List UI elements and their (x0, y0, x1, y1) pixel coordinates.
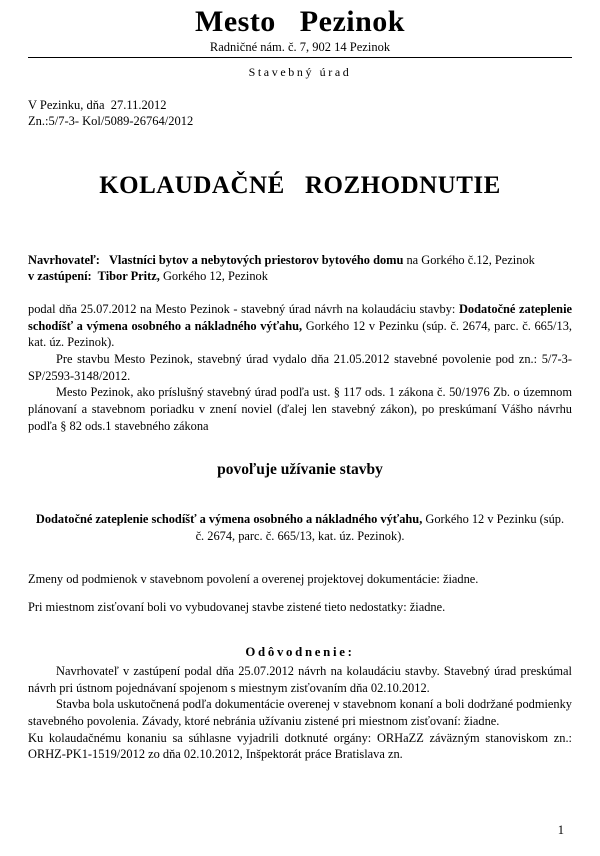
representative-label: v zastúpení: (28, 269, 92, 284)
reason-paragraph-3: Ku kolaudačnému konaniu sa súhlasne vyjadrili dotknuté orgány: ORHaZZ záväzným stanoviskom zn.: ORHZ-PK1-1519/2012 zo dňa 02.10.2012, Inšpektorát práce Bratislava zn. (28, 730, 572, 762)
representative-paragraph (28, 268, 572, 285)
reason-paragraph-1: Navrhovateľ v zastúpení podal dňa 25.07.2012 návrh na kolaudáciu stavby. Stavebný úrad preskúmal návrh pri ústnom pojednávaní spojenom s miestnym zisťovaním dňa 02.10.2012. (28, 663, 572, 695)
document-heading: KOLAUDAČNÉ ROZHODNUTIE (99, 171, 501, 199)
subject-block (28, 511, 572, 545)
applicant-name-rest: na Gorkého č.12, Pezinok (406, 252, 535, 267)
organization-address: Radničné nám. č. 7, 902 14 Pezinok (209, 39, 391, 54)
organization-title: Mesto Pezinok (195, 5, 405, 38)
department-name: Stavebný úrad (248, 65, 352, 80)
reason-paragraph-2: Stavba bola uskutočnená podľa dokumentácie overenej v stavebnom konaní a boli dodržané podmienky stavebného povolenia. Závady, ktoré nebránia užívaniu zistené pri miestnom zisťovaní: žiadne. (28, 697, 572, 728)
reason-block (28, 663, 572, 763)
subject-details: Gorkého 12 v Pezinku (súp. č. 2674, parc. č. 665/13, kat. úz. Pezinok). (195, 512, 565, 544)
file-number: Zn.:5/7-3- Kol/5089-26764/2012 (28, 114, 194, 129)
letterhead (28, 6, 572, 80)
subject-title: Dodatočné zateplenie schodíšť a výmena osobného a nákladného výťahu, (35, 512, 423, 527)
applicant-name: Vlastníci bytov a nebytových priestorov bytového domu (108, 252, 404, 267)
permit-paragraph: Pre stavbu Mesto Pezinok, stavebný úrad vydalo dňa 21.05.2012 stavebné povolenie pod zn.: 5/7-3-SP/2593-3148/2012. (28, 352, 572, 383)
authority-paragraph: Mesto Pezinok, ako príslušný stavebný úrad podľa ust. § 117 ods. 1 zákona č. 50/1976 Zb. o územnom plánovaní a stavebnom poriadku v znení noviel (ďalej len stavebný zákon), po preskúmaní Vášho návrhu podľa § 82 ods.1 stavebného zákona (28, 385, 572, 433)
place-and-date: V Pezinku, dňa 27.11.2012 (28, 97, 167, 112)
submission-paragraph (28, 301, 572, 351)
applicant-paragraph (28, 252, 572, 269)
document-page (0, 6, 600, 856)
construction-title: Dodatočné zateplenie schodíšť a výmena osobného a nákladného výťahu, (28, 301, 573, 333)
decision-heading: povoľuje užívanie stavby (217, 461, 383, 479)
changes-note: Zmeny od podmienok v stavebnom povolení a overenej projektovej dokumentácie: žiadne. (28, 572, 479, 587)
reference-block (28, 97, 572, 130)
construction-details: Gorkého 12 v Pezinku (súp. č. 2674, parc. č. 665/13, kat. úz. Pezinok). (28, 318, 572, 350)
defects-note: Pri miestnom zisťovaní boli vo vybudovanej stavbe zistené tieto nedostatky: žiadne. (28, 600, 446, 615)
representative-name: Tibor Pritz, (97, 269, 160, 284)
applicant-name-bold (100, 253, 109, 267)
reason-heading: Odôvodnenie: (245, 644, 355, 659)
header-divider (28, 57, 572, 58)
notes-block (28, 571, 572, 615)
applicant-label: Navrhovateľ: (28, 252, 100, 267)
document-body (28, 252, 572, 763)
submission-lead: podal dňa 25.07.2012 na Mesto Pezinok - stavebný úrad návrh na kolaudáciu stavby: (28, 301, 456, 316)
page-number: 1 (557, 823, 564, 837)
body-spacer-1 (28, 285, 572, 301)
representative-address: Gorkého 12, Pezinok (162, 269, 268, 284)
